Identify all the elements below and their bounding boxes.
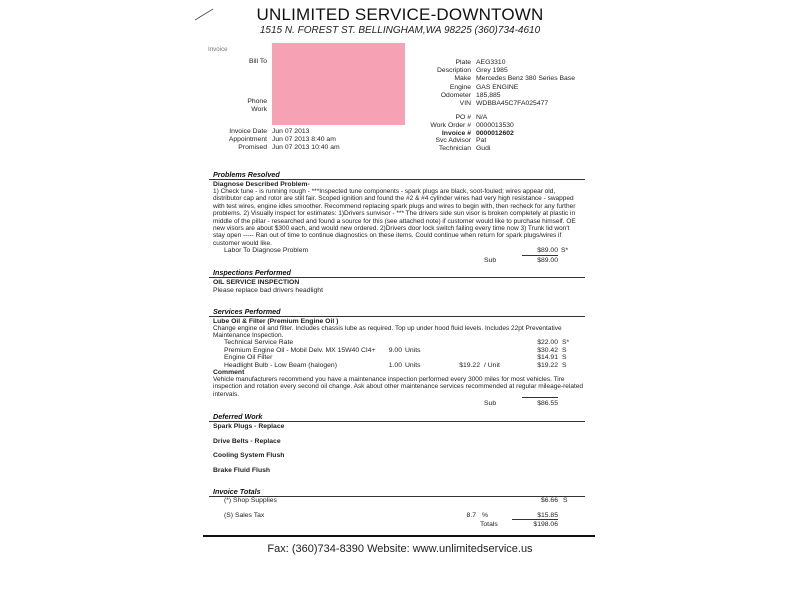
inspections-heading: Inspections Performed bbox=[213, 268, 291, 277]
problems-description: 1) Check tune - is running rough - ***Inspected tune components - spark plugs are black, soot-fouled; wires appear old, distributor cap and rotor are still fair. Scoped ignition and found the #2 & #4 cylinder wires had very high resistance - swapped with test wires, engine idles smoother. Recommend replacing spark plugs and wires to begin with, then recheck for any further problems. 2) Visually inspect for estimates: 1)Drivers sunvisor - *** The drivers side sun visor is broken completely at plastic in middle of the pillar - researched and found a source for this (see attached note) if customer would like to purchase himself. OE new visors are about $300 each, and would new ordered. 2)Drivers door lock switch failing every time now 3) Trunk lid won't stay open ----- Ran out of time to continue diagnostics on these items. Could continue when return for spark plugs/wires if customer would like. bbox=[213, 188, 576, 247]
service-item-name: Headlight Bulb - Low Beam (halogen) bbox=[224, 361, 337, 369]
totals-heading: Invoice Totals bbox=[213, 487, 261, 496]
service-item-amount: $19.22 bbox=[537, 361, 558, 369]
footer-contact: Fax: (360)734-8390 Website: www.unlimitedservice.us bbox=[267, 543, 533, 555]
service-item-qty: 1.00 bbox=[388, 361, 402, 369]
service-item-flag: S bbox=[562, 346, 567, 354]
date-label: Promised bbox=[238, 144, 267, 151]
vehicle-value: 185,885 bbox=[476, 91, 501, 99]
vehicle-value: WDBBA45C7FA025477 bbox=[476, 100, 549, 107]
deferred-item: Drive Belts - Replace bbox=[213, 437, 281, 445]
deferred-item: Spark Plugs - Replace bbox=[213, 423, 285, 430]
service-item-name: Engine Oil Filter bbox=[224, 354, 273, 362]
service-item-flag: S bbox=[562, 361, 567, 369]
order-value: Gudi bbox=[476, 145, 491, 153]
comment-label: Comment bbox=[213, 369, 245, 376]
sales-tax-amount: $15.85 bbox=[537, 512, 558, 519]
services-subheading: Lube Oil & Filter (Premium Engine Oil ) bbox=[213, 318, 339, 325]
labor-flag: S* bbox=[561, 247, 569, 254]
problems-subheading: Diagnose Described Problem- bbox=[213, 181, 310, 188]
date-value: Jun 07 2013 8:40 am bbox=[272, 136, 336, 143]
totals-label: Totals bbox=[480, 521, 498, 528]
bill-to-label: Bill To bbox=[248, 58, 267, 65]
vehicle-value: GAS ENGINE bbox=[476, 83, 519, 91]
company-name: UNLIMITED SERVICE-DOWNTOWN bbox=[256, 5, 544, 24]
sales-tax-rate: 8.7 bbox=[466, 512, 476, 519]
phone-label: Phone bbox=[247, 98, 267, 105]
problems-heading: Problems Resolved bbox=[213, 170, 280, 179]
vehicle-value: Mercedes Benz 380 Series Base bbox=[476, 75, 575, 83]
problems-sub-label: Sub bbox=[484, 257, 497, 264]
services-sub-label: Sub bbox=[484, 400, 497, 407]
company-address: 1515 N. FOREST ST. BELLINGHAM,WA 98225 (360)734-4610 bbox=[259, 25, 541, 36]
inspections-text: Please replace bad drivers headlight bbox=[213, 287, 323, 294]
vehicle-value: AEG3310 bbox=[476, 59, 506, 66]
service-item-amount: $14.91 bbox=[537, 354, 558, 362]
comment-text: Vehicle manufacturers recommend you have a maintenance inspection performed every 3000 miles for most vehicles. Tire inspection and rotation every second oil change. Ask about other maintenance services recommended at regular mileage-related intervals. bbox=[213, 376, 583, 398]
shop-supplies-flag: S bbox=[563, 497, 568, 504]
order-value: N/A bbox=[476, 114, 488, 121]
vehicle-label: Engine bbox=[449, 83, 471, 91]
services-description: Change engine oil and filter. Includes chassis lube as required. Top up under hood fluid levels. Includes 22pt Preventative Maintenance Inspection. bbox=[213, 325, 562, 340]
service-item-qty: 9.00 bbox=[388, 346, 402, 354]
footer-rule bbox=[203, 535, 595, 537]
order-label: Invoice # bbox=[441, 129, 471, 137]
service-item-amount: $22.00 bbox=[537, 339, 558, 346]
deferred-rule bbox=[209, 421, 585, 422]
services-sub-underline bbox=[522, 397, 558, 398]
problems-rule bbox=[209, 179, 585, 180]
work-label: Work bbox=[251, 106, 267, 113]
order-value: 0000012602 bbox=[476, 129, 514, 137]
services-heading: Services Performed bbox=[213, 307, 281, 316]
services-sub-amount: $86.55 bbox=[537, 400, 558, 407]
service-item-flag: S bbox=[562, 354, 567, 362]
problems-sub-amount: $89.00 bbox=[537, 257, 558, 264]
vehicle-label: VIN bbox=[459, 100, 471, 107]
labor-amount: $89.00 bbox=[537, 247, 558, 254]
deferred-heading: Deferred Work bbox=[213, 412, 263, 421]
order-value: 0000013530 bbox=[476, 121, 514, 129]
date-value: Jun 07 2013 10:40 am bbox=[272, 144, 340, 151]
redacted-customer-info bbox=[272, 43, 405, 125]
pen-mark-icon bbox=[193, 6, 217, 22]
deferred-item: Brake Fluid Flush bbox=[213, 466, 271, 474]
inspections-rule bbox=[209, 277, 585, 278]
totals-amount: $198.06 bbox=[533, 521, 558, 528]
order-label: Technician bbox=[438, 145, 471, 153]
sales-tax-percent: % bbox=[482, 512, 489, 519]
date-value: Jun 07 2013 bbox=[272, 128, 310, 135]
service-item-name: Technical Service Rate bbox=[224, 339, 294, 346]
deferred-item: Cooling System Flush bbox=[213, 452, 285, 459]
services-rule bbox=[209, 316, 585, 317]
service-item-unit: Units bbox=[405, 361, 421, 369]
vehicle-label: Make bbox=[454, 75, 471, 83]
service-item-unit: Units bbox=[405, 346, 421, 354]
order-label: Work Order # bbox=[430, 121, 471, 129]
service-item-amount: $30.42 bbox=[537, 346, 558, 354]
labor-amount-underline bbox=[522, 255, 558, 256]
service-item-price: $19.22 bbox=[459, 361, 480, 369]
vehicle-label: Odometer bbox=[440, 91, 471, 99]
service-item-flag: S* bbox=[562, 339, 570, 346]
sales-tax-underline bbox=[512, 519, 558, 520]
inspections-subheading: OIL SERVICE INSPECTION bbox=[213, 279, 300, 286]
shop-supplies-label: (*) Shop Supplies bbox=[224, 497, 277, 504]
service-item-name: Premium Engine Oil - Mobil Delv. MX 15W40 CI4+ bbox=[224, 346, 376, 354]
service-item-per: / Unit bbox=[484, 361, 500, 369]
order-label: Svc Advisor bbox=[435, 137, 471, 145]
order-label: PO # bbox=[455, 114, 471, 121]
order-value: Pat bbox=[476, 137, 487, 145]
date-label: Invoice Date bbox=[229, 128, 267, 135]
sales-tax-label: (S) Sales Tax bbox=[224, 512, 265, 519]
vehicle-label: Plate bbox=[455, 59, 471, 66]
vehicle-value: Grey 1985 bbox=[476, 67, 508, 75]
date-label: Appointment bbox=[228, 136, 267, 143]
invoice-corner-label: Invoice bbox=[208, 46, 228, 53]
labor-label: Labor To Diagnose Problem bbox=[224, 247, 309, 254]
shop-supplies-amount: $6.66 bbox=[540, 497, 558, 504]
vehicle-label: Description bbox=[437, 67, 471, 75]
